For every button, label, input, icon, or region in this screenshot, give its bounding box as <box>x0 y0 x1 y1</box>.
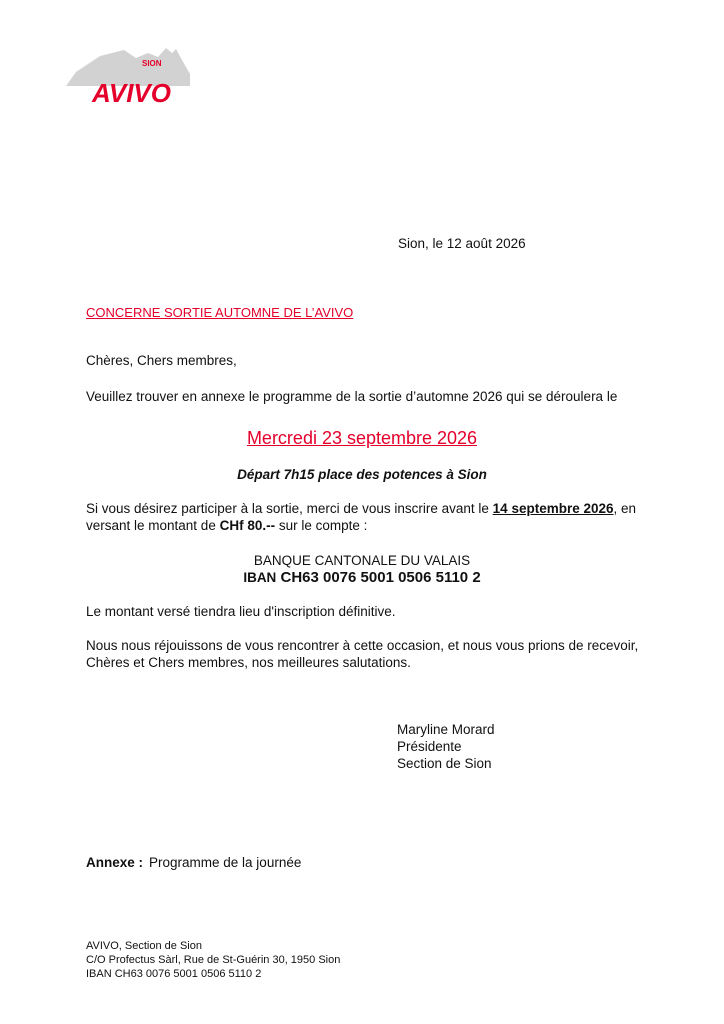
logo-brand-text: AVIVO <box>92 78 171 104</box>
bank-name: BANQUE CANTONALE DU VALAIS <box>253 553 471 568</box>
annex-label: Annexe : <box>86 855 144 870</box>
avivo-logo <box>66 44 190 104</box>
footer-line-2: C/O Profectus Sàrl, Rue de St-Guérin 30, 1950 Sion <box>86 954 341 966</box>
signature-role: Présidente <box>397 739 462 754</box>
iban-label: IBAN <box>243 570 277 585</box>
salutation: Chères, Chers membres, <box>86 353 237 368</box>
signup-paragraph <box>86 500 646 534</box>
closing-paragraph: Nous nous réjouissons de vous rencontrer à cette occasion, et nous vous prions de recevoir, Chères et Chers membres, nos meilleures salutations. <box>86 638 639 670</box>
intro-paragraph: Veuillez trouver en annexe le programme de la sortie d’automne 2026 qui se déroulera le <box>86 389 618 404</box>
amount: CHf 80.-- <box>219 518 276 533</box>
footer-line-3: IBAN CH63 0076 5001 0506 5110 2 <box>86 968 262 980</box>
annex-line <box>86 854 301 871</box>
signup-text-1: Si vous désirez participer à la sortie, merci de vous inscrire avant le <box>86 501 493 516</box>
signup-text-2: , en versant le montant de <box>86 501 637 533</box>
signature-block <box>397 721 495 772</box>
annex-text: Programme de la journée <box>149 855 302 870</box>
signup-text-3: sur le compte : <box>275 518 368 533</box>
confirmation-text: Le montant versé tiendra lieu d'inscription définitive. <box>86 604 396 619</box>
iban-block <box>0 568 724 587</box>
event-date: Mercredi 23 septembre 2026 <box>246 428 478 448</box>
signup-deadline: 14 septembre 2026 <box>492 501 614 516</box>
footer-line-1: AVIVO, Section de Sion <box>86 940 202 952</box>
signature-name: Maryline Morard <box>397 722 495 737</box>
subject-line: CONCERNE SORTIE AUTOMNE DE L’AVIVO <box>86 305 354 320</box>
logo-small-text: SION <box>142 59 162 68</box>
departure-info: Départ 7h15 place des potences à Sion <box>237 467 487 482</box>
place-date: Sion, le 12 août 2026 <box>398 236 526 251</box>
signature-section: Section de Sion <box>397 756 492 771</box>
footer <box>86 939 340 981</box>
iban-number: CH63 0076 5001 0506 5110 2 <box>280 569 481 586</box>
